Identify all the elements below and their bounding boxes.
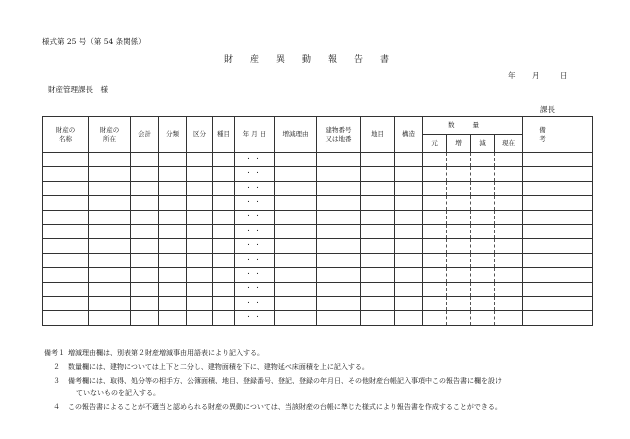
table-cell[interactable] xyxy=(495,210,523,224)
date-line xyxy=(508,70,568,81)
table-cell[interactable] xyxy=(395,210,423,224)
table-cell[interactable] xyxy=(423,181,447,195)
department-head: 課長 xyxy=(540,105,555,114)
table-cell[interactable] xyxy=(89,225,131,239)
table-cell[interactable] xyxy=(423,282,447,296)
month-label: 月 xyxy=(532,71,540,80)
header-notes: 備考 xyxy=(523,117,593,153)
table-cell[interactable] xyxy=(131,253,159,267)
table-cell[interactable] xyxy=(317,253,361,267)
table-cell[interactable] xyxy=(275,181,317,195)
header-date: 年 月 日 xyxy=(235,117,275,153)
table-cell[interactable] xyxy=(395,282,423,296)
table-cell[interactable] xyxy=(131,153,159,167)
table-row xyxy=(43,268,593,282)
table-cell[interactable] xyxy=(89,196,131,210)
table-cell[interactable] xyxy=(89,297,131,311)
header-qty-decrease: 減 xyxy=(471,135,495,153)
header-qty-original: 元 xyxy=(423,135,447,153)
table-cell[interactable] xyxy=(187,253,213,267)
table-row xyxy=(43,167,593,181)
table-row xyxy=(43,253,593,267)
table-cell[interactable] xyxy=(275,311,317,326)
table-cell[interactable] xyxy=(275,297,317,311)
table-cell[interactable] xyxy=(523,282,593,296)
table-cell[interactable] xyxy=(43,268,89,282)
table-cell[interactable] xyxy=(395,239,423,253)
note-4: ４ この報告書によることが不適当と認められる財産の異動については、当該財産の台帳に準じた様式により報告書を作成することができる。 xyxy=(53,403,502,411)
table-row xyxy=(43,282,593,296)
note-3: ３ 備考欄には、取得、処分等の相手方、公簿面積、地目、登録番号、登記、登録の年月日、その他財産台帳記入事項中この報告書に欄を設け xyxy=(53,377,502,385)
table-cell[interactable] xyxy=(43,239,89,253)
table-cell[interactable] xyxy=(213,297,235,311)
table-cell[interactable] xyxy=(447,196,471,210)
table-cell[interactable]: ・・ xyxy=(235,225,275,239)
table-cell[interactable] xyxy=(213,311,235,326)
table-cell[interactable] xyxy=(317,181,361,195)
page-title: 財産異動報告書 xyxy=(223,55,406,65)
table-row xyxy=(43,196,593,210)
table-cell[interactable] xyxy=(495,297,523,311)
table-cell[interactable]: ・・ xyxy=(235,196,275,210)
table-cell[interactable] xyxy=(317,311,361,326)
table-cell[interactable] xyxy=(187,268,213,282)
table-cell[interactable] xyxy=(213,196,235,210)
table-cell[interactable] xyxy=(395,167,423,181)
table-cell[interactable] xyxy=(317,282,361,296)
table-cell[interactable] xyxy=(495,167,523,181)
table-cell[interactable] xyxy=(471,225,495,239)
table-cell[interactable] xyxy=(187,153,213,167)
table-cell[interactable] xyxy=(159,282,187,296)
table-cell[interactable] xyxy=(361,253,395,267)
table-cell[interactable] xyxy=(471,311,495,326)
header-structure: 構造 xyxy=(395,117,423,153)
table-cell[interactable]: ・・ xyxy=(235,153,275,167)
table-cell[interactable] xyxy=(361,282,395,296)
table-cell[interactable]: ・・ xyxy=(235,210,275,224)
table-cell[interactable] xyxy=(43,297,89,311)
table-cell[interactable] xyxy=(523,297,593,311)
table-cell[interactable] xyxy=(447,282,471,296)
table-cell[interactable] xyxy=(523,311,593,326)
table-cell[interactable] xyxy=(187,167,213,181)
table-cell[interactable] xyxy=(447,167,471,181)
table-cell[interactable] xyxy=(423,297,447,311)
table-cell[interactable] xyxy=(187,196,213,210)
table-cell[interactable] xyxy=(361,210,395,224)
table-cell[interactable] xyxy=(43,253,89,267)
table-cell[interactable] xyxy=(159,268,187,282)
table-cell[interactable] xyxy=(495,282,523,296)
table-row xyxy=(43,297,593,311)
header-account: 会計 xyxy=(131,117,159,153)
table-cell[interactable] xyxy=(361,239,395,253)
note-1: 備考１ 増減理由欄は、別表第２財産増減事由用語表により記入する。 xyxy=(44,349,264,357)
table-cell[interactable]: ・・ xyxy=(235,167,275,181)
table-cell[interactable] xyxy=(89,153,131,167)
table-cell[interactable] xyxy=(213,268,235,282)
table-cell[interactable] xyxy=(131,225,159,239)
table-cell[interactable] xyxy=(275,225,317,239)
table-cell[interactable] xyxy=(495,253,523,267)
table-cell[interactable]: ・・ xyxy=(235,268,275,282)
table-cell[interactable] xyxy=(423,196,447,210)
table-cell[interactable] xyxy=(187,210,213,224)
table-cell[interactable] xyxy=(89,253,131,267)
table-cell[interactable] xyxy=(523,225,593,239)
table-cell[interactable] xyxy=(131,239,159,253)
table-row xyxy=(43,153,593,167)
table-cell[interactable] xyxy=(471,297,495,311)
table-cell[interactable] xyxy=(395,311,423,326)
table-cell[interactable] xyxy=(447,297,471,311)
table-cell[interactable] xyxy=(361,196,395,210)
table-row xyxy=(43,181,593,195)
table-cell[interactable] xyxy=(159,239,187,253)
table-cell[interactable] xyxy=(89,239,131,253)
table-cell[interactable] xyxy=(317,210,361,224)
table-cell[interactable] xyxy=(89,181,131,195)
day-label: 日 xyxy=(560,71,568,80)
table-cell[interactable] xyxy=(495,239,523,253)
table-cell[interactable] xyxy=(317,153,361,167)
table-cell[interactable] xyxy=(317,225,361,239)
table-cell[interactable] xyxy=(471,268,495,282)
form-number: 様式第 25 号（第 54 条関係） xyxy=(42,37,146,46)
table-cell[interactable] xyxy=(361,181,395,195)
table-cell[interactable] xyxy=(213,253,235,267)
header-land-type: 地目 xyxy=(361,117,395,153)
table-cell[interactable] xyxy=(275,253,317,267)
table-cell[interactable]: ・・ xyxy=(235,253,275,267)
table-cell[interactable] xyxy=(423,239,447,253)
table-cell[interactable] xyxy=(89,311,131,326)
table-cell[interactable] xyxy=(395,153,423,167)
table-cell[interactable] xyxy=(523,253,593,267)
table-cell[interactable] xyxy=(447,253,471,267)
header-item-type: 種目 xyxy=(213,117,235,153)
table-cell[interactable] xyxy=(89,167,131,181)
table-cell[interactable] xyxy=(275,282,317,296)
table-cell[interactable] xyxy=(495,225,523,239)
table-cell[interactable] xyxy=(523,153,593,167)
table-cell[interactable] xyxy=(131,196,159,210)
table-cell[interactable] xyxy=(131,167,159,181)
note-3-continued: ていないものを記入する。 xyxy=(76,389,160,397)
table-cell[interactable] xyxy=(361,225,395,239)
table-cell[interactable] xyxy=(317,297,361,311)
table-cell[interactable] xyxy=(523,181,593,195)
table-cell[interactable] xyxy=(447,239,471,253)
header-asset-location: 財産の 所在 xyxy=(89,117,131,153)
table-cell[interactable] xyxy=(447,225,471,239)
table-cell[interactable] xyxy=(471,167,495,181)
table-cell[interactable] xyxy=(275,196,317,210)
table-cell[interactable] xyxy=(43,167,89,181)
table-cell[interactable] xyxy=(159,153,187,167)
table-cell[interactable] xyxy=(275,167,317,181)
header-building-number: 建物番号 又は地番 xyxy=(317,117,361,153)
table-cell[interactable] xyxy=(213,153,235,167)
table-cell[interactable] xyxy=(159,297,187,311)
table-cell[interactable] xyxy=(213,167,235,181)
table-cell[interactable] xyxy=(131,311,159,326)
table-cell[interactable] xyxy=(471,196,495,210)
table-cell[interactable] xyxy=(447,268,471,282)
table-row xyxy=(43,210,593,224)
header-asset-name: 財産の 名称 xyxy=(43,117,89,153)
table-cell[interactable] xyxy=(187,181,213,195)
table-cell[interactable] xyxy=(317,196,361,210)
table-cell[interactable] xyxy=(159,167,187,181)
table-cell[interactable]: ・・ xyxy=(235,311,275,326)
table-cell[interactable] xyxy=(159,225,187,239)
header-qty-increase: 増 xyxy=(447,135,471,153)
header-category: 区分 xyxy=(187,117,213,153)
table-cell[interactable] xyxy=(131,268,159,282)
table-cell[interactable] xyxy=(213,282,235,296)
table-cell[interactable] xyxy=(395,225,423,239)
table-cell[interactable] xyxy=(471,239,495,253)
table-cell[interactable] xyxy=(159,210,187,224)
table-cell[interactable] xyxy=(131,282,159,296)
table-cell[interactable] xyxy=(423,225,447,239)
report-table xyxy=(42,116,593,326)
table-cell[interactable] xyxy=(131,210,159,224)
table-cell[interactable] xyxy=(423,167,447,181)
table-cell[interactable] xyxy=(275,239,317,253)
table-cell[interactable] xyxy=(523,196,593,210)
year-label: 年 xyxy=(508,71,516,80)
table-cell[interactable] xyxy=(43,282,89,296)
table-cell[interactable] xyxy=(187,297,213,311)
table-row xyxy=(43,225,593,239)
table-cell[interactable] xyxy=(471,282,495,296)
header-qty-current: 現在 xyxy=(495,135,523,153)
table-cell[interactable] xyxy=(495,181,523,195)
table-cell[interactable] xyxy=(187,282,213,296)
table-cell[interactable] xyxy=(187,311,213,326)
recipient: 財産管理課長 様 xyxy=(48,85,108,94)
table-cell[interactable] xyxy=(213,181,235,195)
table-cell[interactable] xyxy=(361,297,395,311)
table-cell[interactable] xyxy=(159,311,187,326)
table-cell[interactable] xyxy=(361,153,395,167)
table-cell[interactable] xyxy=(471,253,495,267)
table-cell[interactable] xyxy=(213,210,235,224)
table-cell[interactable] xyxy=(395,297,423,311)
table-cell[interactable] xyxy=(317,167,361,181)
table-cell[interactable] xyxy=(447,181,471,195)
table-cell[interactable] xyxy=(275,268,317,282)
table-cell[interactable] xyxy=(495,196,523,210)
table-cell[interactable] xyxy=(159,181,187,195)
table-cell[interactable] xyxy=(131,297,159,311)
table-cell[interactable] xyxy=(495,268,523,282)
table-cell[interactable] xyxy=(423,253,447,267)
table-cell[interactable] xyxy=(361,268,395,282)
table-cell[interactable] xyxy=(447,210,471,224)
table-cell[interactable] xyxy=(43,225,89,239)
table-cell[interactable] xyxy=(89,282,131,296)
header-classification: 分類 xyxy=(159,117,187,153)
table-cell[interactable] xyxy=(159,196,187,210)
header-change-reason: 増減理由 xyxy=(275,117,317,153)
table-cell[interactable] xyxy=(423,153,447,167)
table-cell[interactable] xyxy=(317,239,361,253)
table-cell[interactable] xyxy=(423,268,447,282)
table-cell[interactable] xyxy=(471,210,495,224)
table-cell[interactable] xyxy=(43,210,89,224)
table-cell[interactable] xyxy=(495,311,523,326)
table-cell[interactable] xyxy=(471,181,495,195)
table-cell[interactable] xyxy=(43,311,89,326)
table-cell[interactable] xyxy=(43,181,89,195)
table-cell[interactable] xyxy=(395,181,423,195)
table-cell[interactable] xyxy=(395,268,423,282)
table-cell[interactable] xyxy=(275,153,317,167)
table-cell[interactable] xyxy=(523,239,593,253)
table-cell[interactable] xyxy=(447,311,471,326)
table-cell[interactable] xyxy=(523,268,593,282)
table-cell[interactable] xyxy=(523,210,593,224)
table-cell[interactable] xyxy=(423,311,447,326)
table-cell[interactable] xyxy=(361,167,395,181)
table-cell[interactable] xyxy=(43,196,89,210)
table-cell[interactable] xyxy=(159,253,187,267)
table-cell[interactable] xyxy=(131,181,159,195)
header-quantity: 数量 xyxy=(423,117,523,135)
table-cell[interactable] xyxy=(275,210,317,224)
table-cell[interactable] xyxy=(471,153,495,167)
table-cell[interactable] xyxy=(395,196,423,210)
table-cell[interactable] xyxy=(523,167,593,181)
table-cell[interactable] xyxy=(423,210,447,224)
table-cell[interactable] xyxy=(187,225,213,239)
table-cell[interactable]: ・・ xyxy=(235,282,275,296)
table-cell[interactable]: ・・ xyxy=(235,239,275,253)
table-cell[interactable]: ・・ xyxy=(235,181,275,195)
table-cell[interactable] xyxy=(213,239,235,253)
table-cell[interactable] xyxy=(495,153,523,167)
table-cell[interactable] xyxy=(213,225,235,239)
table-cell[interactable] xyxy=(395,253,423,267)
table-cell[interactable] xyxy=(187,239,213,253)
table-row xyxy=(43,311,593,326)
table-row xyxy=(43,239,593,253)
table-cell[interactable] xyxy=(43,153,89,167)
table-cell[interactable] xyxy=(447,153,471,167)
table-cell[interactable] xyxy=(361,311,395,326)
note-2: ２ 数量欄には、建物については上下と二分し、建物面積を下に、建物延べ床面積を上に記入する。 xyxy=(53,363,369,371)
table-cell[interactable] xyxy=(89,210,131,224)
table-cell[interactable] xyxy=(89,268,131,282)
table-cell[interactable] xyxy=(317,268,361,282)
table-cell[interactable]: ・・ xyxy=(235,297,275,311)
